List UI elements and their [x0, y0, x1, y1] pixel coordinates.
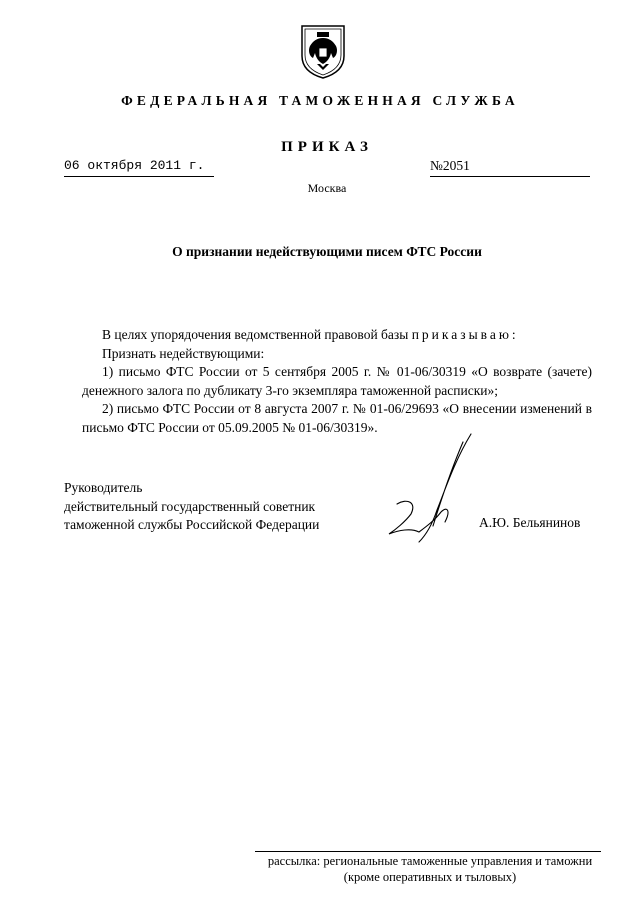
order-body: [82, 326, 592, 437]
distribution-list: [250, 853, 610, 885]
intro-paragraph: [82, 326, 592, 345]
distribution-divider: [255, 851, 601, 852]
item-2: 2) письмо ФТС России от 8 августа 2007 г. № 01-06/29693 «О внесении изменений в письмо ФТС России от 05.09.2005 № 01-06/30319».: [82, 401, 592, 435]
distribution-line-2: (кроме оперативных и тыловых): [343, 870, 517, 884]
signer-line-2: действительный государственный советник: [64, 498, 316, 514]
order-number: №2051: [430, 158, 590, 177]
recognize-line: Признать недействующими:: [102, 345, 265, 361]
city: Москва: [307, 181, 347, 195]
order-date: 06 октября 2011 г.: [64, 158, 214, 177]
intro-text: В целях упорядочения ведомственной правовой базы: [102, 327, 409, 342]
distribution-line-1: рассылка: региональные таможенные управления и таможни: [267, 854, 593, 868]
signer-line-1: Руководитель: [64, 480, 143, 495]
signer-line-3: таможенной службы Российской Федерации: [64, 517, 320, 532]
document-type: ПРИКАЗ: [281, 139, 373, 155]
signer-title: [64, 479, 319, 535]
handwritten-signature: [375, 430, 475, 560]
signer-name: А.Ю. Бельянинов: [479, 515, 581, 530]
agency-name: ФЕДЕРАЛЬНАЯ ТАМОЖЕННАЯ СЛУЖБА: [121, 93, 519, 108]
order-subject: О признании недействующими писем ФТС России: [172, 244, 482, 259]
coat-of-arms-emblem: [300, 22, 346, 80]
item-1: 1) письмо ФТС России от 5 сентября 2005 г. № 01-06/30319 «О возврате (зачете) денежного залога по дубликату 3-го экземпляра таможенной расписки»;: [82, 364, 592, 398]
order-word: приказываю:: [411, 327, 519, 342]
